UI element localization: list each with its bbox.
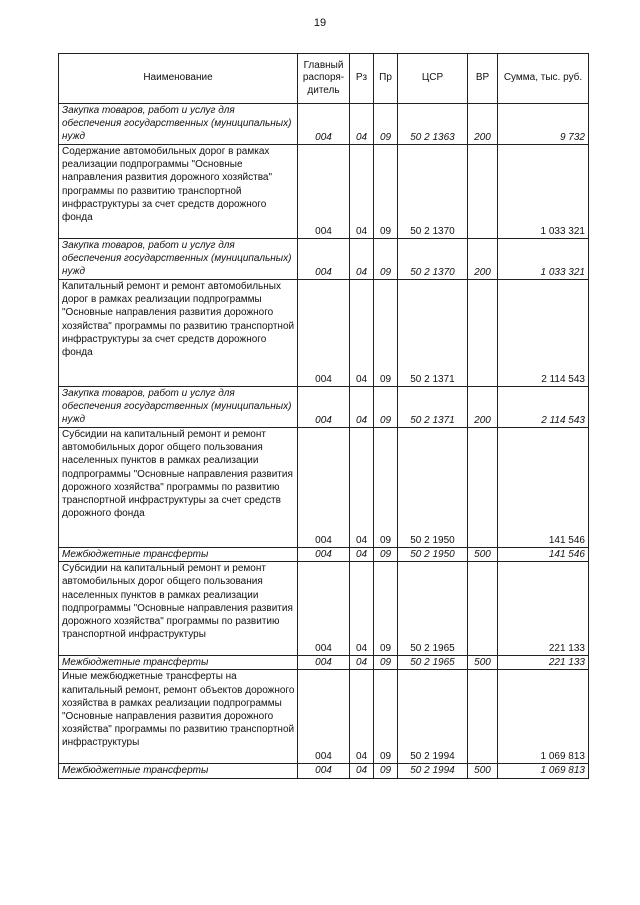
row-vr: 500 — [468, 656, 498, 670]
row-name-cell — [59, 656, 298, 670]
row-sum: 1 069 813 — [498, 764, 589, 778]
row-vr — [468, 280, 498, 387]
row-csr: 50 2 1965 — [398, 562, 468, 656]
row-csr: 50 2 1994 — [398, 764, 468, 778]
row-csr: 50 2 1370 — [398, 239, 468, 280]
row-gr: 004 — [298, 145, 350, 239]
table-row — [59, 104, 589, 145]
row-sum: 2 114 543 — [498, 387, 589, 428]
header-sum: Сумма, тыс. руб. — [498, 54, 589, 104]
row-rz: 04 — [350, 239, 374, 280]
row-pr: 09 — [374, 145, 398, 239]
row-sum: 1 033 321 — [498, 145, 589, 239]
row-vr: 500 — [468, 764, 498, 778]
row-sum: 9 732 — [498, 104, 589, 145]
row-rz: 04 — [350, 562, 374, 656]
row-sum: 2 114 543 — [498, 280, 589, 387]
row-name-cell — [59, 239, 298, 280]
table-row — [59, 670, 589, 764]
row-gr: 004 — [298, 670, 350, 764]
row-gr: 004 — [298, 548, 350, 562]
row-gr: 004 — [298, 239, 350, 280]
row-vr: 200 — [468, 239, 498, 280]
row-name: Межбюджетные трансферты — [62, 657, 209, 669]
header-csr: ЦСР — [398, 54, 468, 104]
row-pr: 09 — [374, 656, 398, 670]
row-name-cell — [59, 104, 298, 145]
row-name: Закупка товаров, работ и услуг для обеспечения государственных (муниципальных) нужд — [62, 388, 292, 426]
row-gr: 004 — [298, 656, 350, 670]
row-vr — [468, 670, 498, 764]
row-vr — [468, 428, 498, 548]
table-row — [59, 387, 589, 428]
row-name: Капитальный ремонт и ремонт автомобильных дорог в рамках реализации подпрограммы "Основные направления развития дорожного хозяйства" программы по развитию транспортной инфраструктуры за счет средств дорожного фонда — [62, 281, 295, 359]
row-name: Иные межбюджетные трансферты на капитальный ремонт, ремонт объектов дорожного хозяйства в рамках реализации подпрограммы "Основные направления развития дорожного хозяйства" программы по развитию транспортной инфраструктуры — [62, 671, 295, 749]
row-rz: 04 — [350, 764, 374, 778]
row-name: Межбюджетные трансферты — [62, 765, 209, 777]
row-vr: 200 — [468, 104, 498, 145]
row-sum: 141 546 — [498, 548, 589, 562]
row-pr: 09 — [374, 562, 398, 656]
row-pr: 09 — [374, 428, 398, 548]
row-name: Субсидии на капитальный ремонт и ремонт автомобильных дорог общего пользования населенных пунктов в рамках реализации подпрограммы "Основные направления развития дорожного хозяйства" программы по развитию транспортной инфраструктуры — [62, 563, 293, 641]
row-rz: 04 — [350, 548, 374, 562]
row-csr: 50 2 1371 — [398, 280, 468, 387]
row-sum: 221 133 — [498, 562, 589, 656]
row-gr: 004 — [298, 104, 350, 145]
header-glavny: Главный распоря-дитель — [298, 54, 350, 104]
row-gr: 004 — [298, 562, 350, 656]
row-vr — [468, 145, 498, 239]
row-csr: 50 2 1950 — [398, 428, 468, 548]
row-rz: 04 — [350, 656, 374, 670]
header-pr: Пр — [374, 54, 398, 104]
table-row — [59, 764, 589, 778]
row-gr: 004 — [298, 764, 350, 778]
table-row — [59, 548, 589, 562]
row-vr: 200 — [468, 387, 498, 428]
row-pr: 09 — [374, 280, 398, 387]
budget-table — [58, 53, 589, 779]
row-rz: 04 — [350, 387, 374, 428]
table-row — [59, 145, 589, 239]
table-row — [59, 428, 589, 548]
row-vr — [468, 562, 498, 656]
row-pr: 09 — [374, 764, 398, 778]
row-rz: 04 — [350, 280, 374, 387]
row-rz: 04 — [350, 145, 374, 239]
row-gr: 004 — [298, 387, 350, 428]
row-rz: 04 — [350, 428, 374, 548]
row-name-cell — [59, 562, 298, 656]
row-csr: 50 2 1371 — [398, 387, 468, 428]
row-csr: 50 2 1370 — [398, 145, 468, 239]
row-name-cell — [59, 670, 298, 764]
row-vr: 500 — [468, 548, 498, 562]
row-name: Содержание автомобильных дорог в рамках реализации подпрограммы "Основные направления развития дорожного хозяйства" программы по развитию транспортной инфраструктуры за счет средств дорожного фонда — [62, 146, 273, 224]
row-name: Закупка товаров, работ и услуг для обеспечения государственных (муниципальных) нужд — [62, 105, 292, 143]
row-gr: 004 — [298, 280, 350, 387]
header-rz: Рз — [350, 54, 374, 104]
table-header-row — [59, 54, 589, 104]
table-row — [59, 239, 589, 280]
row-csr: 50 2 1965 — [398, 656, 468, 670]
row-name-cell — [59, 387, 298, 428]
table-row — [59, 562, 589, 656]
row-sum: 1 033 321 — [498, 239, 589, 280]
row-name: Межбюджетные трансферты — [62, 549, 209, 560]
row-name-cell — [59, 145, 298, 239]
row-rz: 04 — [350, 104, 374, 145]
header-name: Наименование — [59, 54, 298, 104]
row-name-cell — [59, 428, 298, 548]
row-csr: 50 2 1950 — [398, 548, 468, 562]
row-pr: 09 — [374, 548, 398, 562]
row-csr: 50 2 1363 — [398, 104, 468, 145]
row-pr: 09 — [374, 387, 398, 428]
row-pr: 09 — [374, 670, 398, 764]
table-row — [59, 656, 589, 670]
row-name-cell — [59, 548, 298, 562]
row-pr: 09 — [374, 239, 398, 280]
row-sum: 1 069 813 — [498, 670, 589, 764]
table-row — [59, 280, 589, 387]
header-vr: ВР — [468, 54, 498, 104]
row-name-cell — [59, 280, 298, 387]
row-sum: 221 133 — [498, 656, 589, 670]
row-csr: 50 2 1994 — [398, 670, 468, 764]
page-number: 19 — [313, 17, 327, 29]
row-name-cell — [59, 764, 298, 778]
row-sum: 141 546 — [498, 428, 589, 548]
row-rz: 04 — [350, 670, 374, 764]
row-pr: 09 — [374, 104, 398, 145]
row-name: Субсидии на капитальный ремонт и ремонт автомобильных дорог общего пользования населенных пунктов в рамках реализации подпрограммы "Основные направления развития дорожного хозяйства" программы по развитию транспортной инфраструктуры за счет средств дорожного фонда — [62, 429, 293, 520]
row-name: Закупка товаров, работ и услуг для обеспечения государственных (муниципальных) нужд — [62, 240, 292, 278]
row-gr: 004 — [298, 428, 350, 548]
